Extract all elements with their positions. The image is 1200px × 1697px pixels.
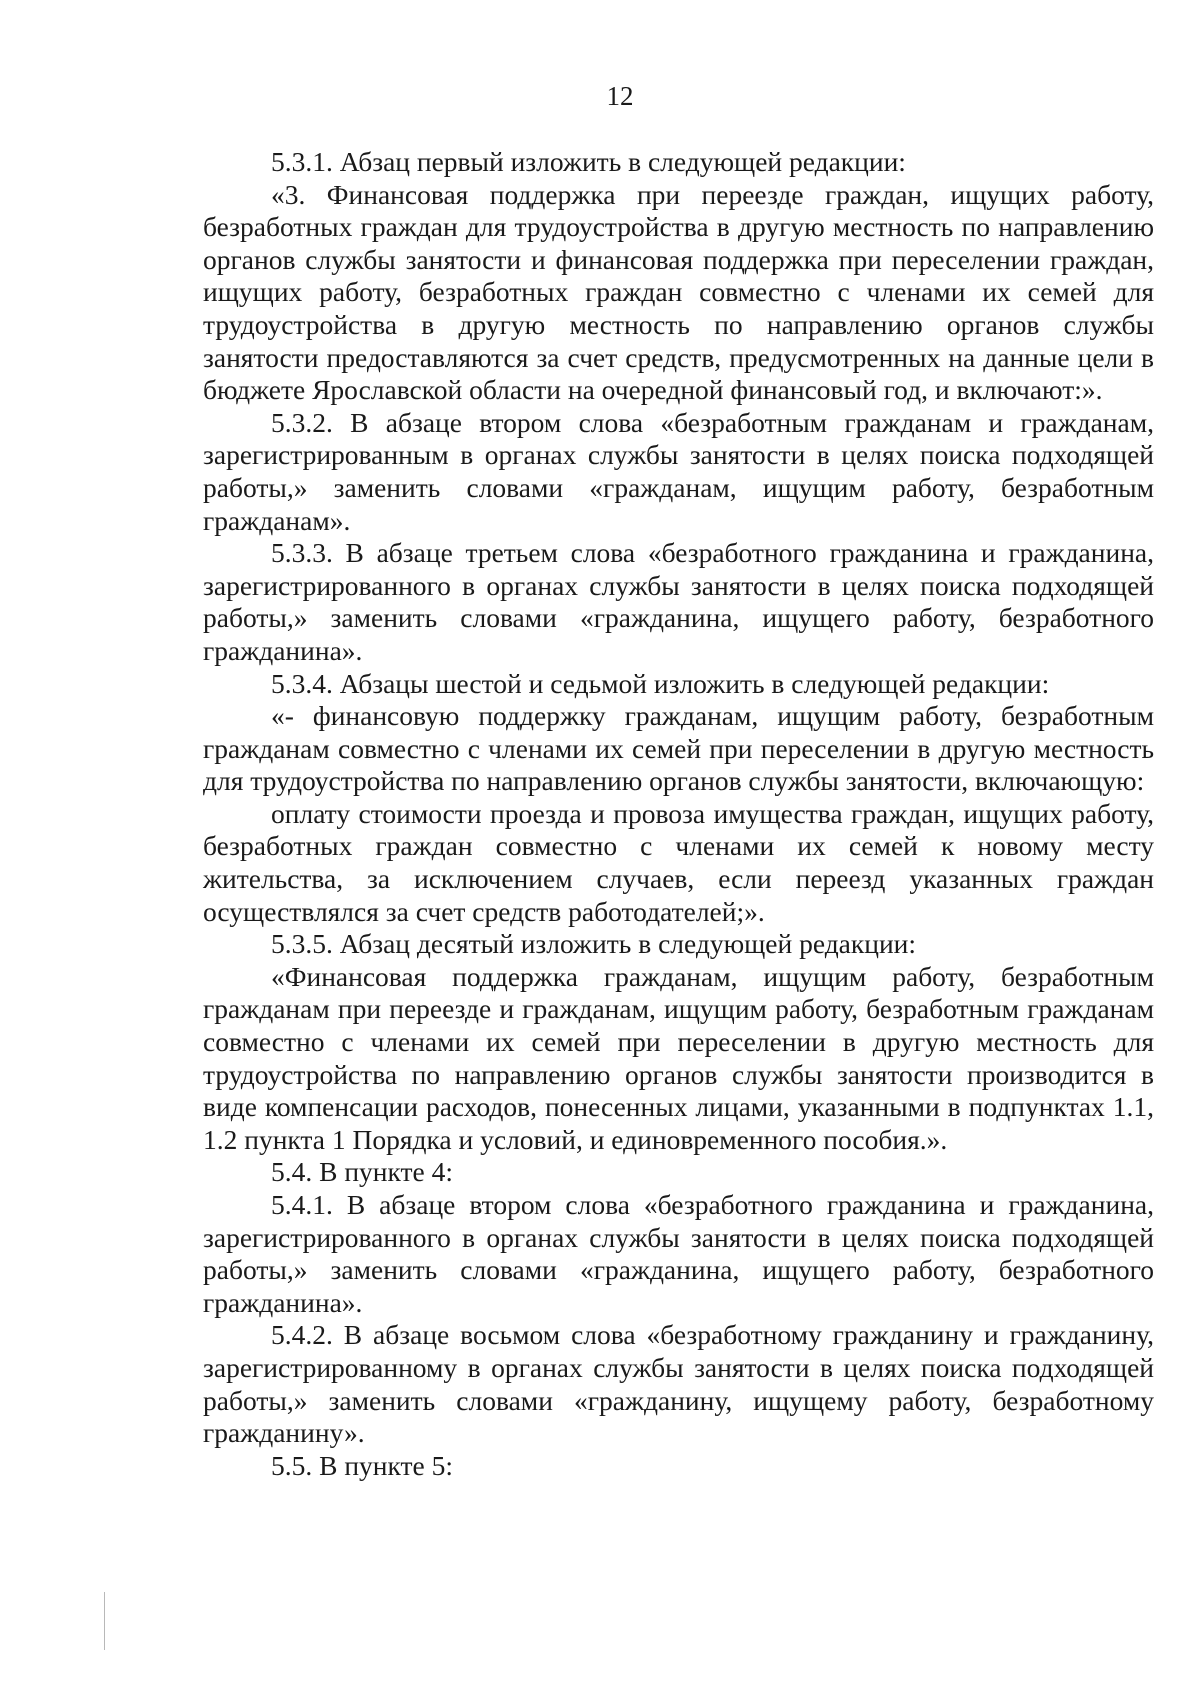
paragraph-5-4-2: 5.4.2. В абзаце восьмом слова «безработному гражданину и гражданину, зарегистрированному в органах службы занятости в целях поиска подходящей работы,» заменить словами «гражданину, ищущему работу, безработному гражданину». <box>203 1319 1154 1449</box>
paragraph-5-5: 5.5. В пункте 5: <box>271 1449 454 1481</box>
paragraph-quoted-compensation: «Финансовая поддержка гражданам, ищущим работу, безработным гражданам при переезде и гражданам, ищущим работу, безработным гражданам совместно с членами их семей при переселении в другую местность для трудоустройства по направлению органов службы занятости производится в виде компенсации расходов, понесенных лицами, указанными в подпунктах 1.1, 1.2 пункта 1 Порядка и условий, и единовременного пособия.». <box>203 960 1154 1155</box>
scan-artifact-line <box>104 1592 105 1650</box>
paragraph-5-4: 5.4. В пункте 4: <box>271 1156 454 1188</box>
paragraph-5-3-1: 5.3.1. Абзац первый изложить в следующей редакции: <box>271 146 906 177</box>
paragraph-5-4-1: 5.4.1. В абзаце втором слова «безработного гражданина и гражданина, зарегистрированного в органах службы занятости в целях поиска подходящей работы,» заменить словами «гражданина, ищущего работу, безработного гражданина». <box>203 1189 1154 1318</box>
paragraph-quoted-item-3: «3. Финансовая поддержка при переезде граждан, ищущих работу, безработных граждан для трудоустройства в другую местность по направлению органов службы занятости и финансовая поддержка при переселении граждан, ищущих работу, безработных граждан совместно с членами их семей для трудоустройства в другую местность по направлению органов службы занятости предоставляются за счет средств, предусмотренных на данные цели в бюджете Ярославской области на очередной финансовый год, и включают:». <box>203 178 1154 406</box>
paragraph-5-3-5: 5.3.5. Абзац десятый изложить в следующей редакции: <box>271 928 917 960</box>
paragraph-5-3-3: 5.3.3. В абзаце третьем слова «безработного гражданина и гражданина, зарегистрированного в органах службы занятости в целях поиска подходящей работы,» заменить словами «гражданина, ищущего работу, безработного гражданина». <box>203 537 1154 666</box>
paragraph-quoted-financial-support: «- финансовую поддержку гражданам, ищущим работу, безработным гражданам совместно с членами их семей при переселении в другую местность для трудоустройства по направлению органов службы занятости, включающую: <box>203 700 1154 797</box>
paragraph-quoted-travel-payment: оплату стоимости проезда и провоза имущества граждан, ищущих работу, безработных граждан совместно с членами их семей к новому месту жительства, за исключением случаев, если переезд указанных граждан осуществлялся за счет средств работодателей;». <box>203 797 1154 927</box>
paragraph-5-3-4: 5.3.4. Абзацы шестой и седьмой изложить в следующей редакции: <box>271 667 1050 699</box>
paragraph-5-3-2: 5.3.2. В абзаце втором слова «безработным гражданам и гражданам, зарегистрированным в органах службы занятости в целях поиска подходящей работы,» заменить словами «гражданам, ищущим работу, безработным гражданам». <box>203 406 1154 536</box>
document-body <box>203 146 1154 1482</box>
page-number: 12 <box>606 81 634 111</box>
